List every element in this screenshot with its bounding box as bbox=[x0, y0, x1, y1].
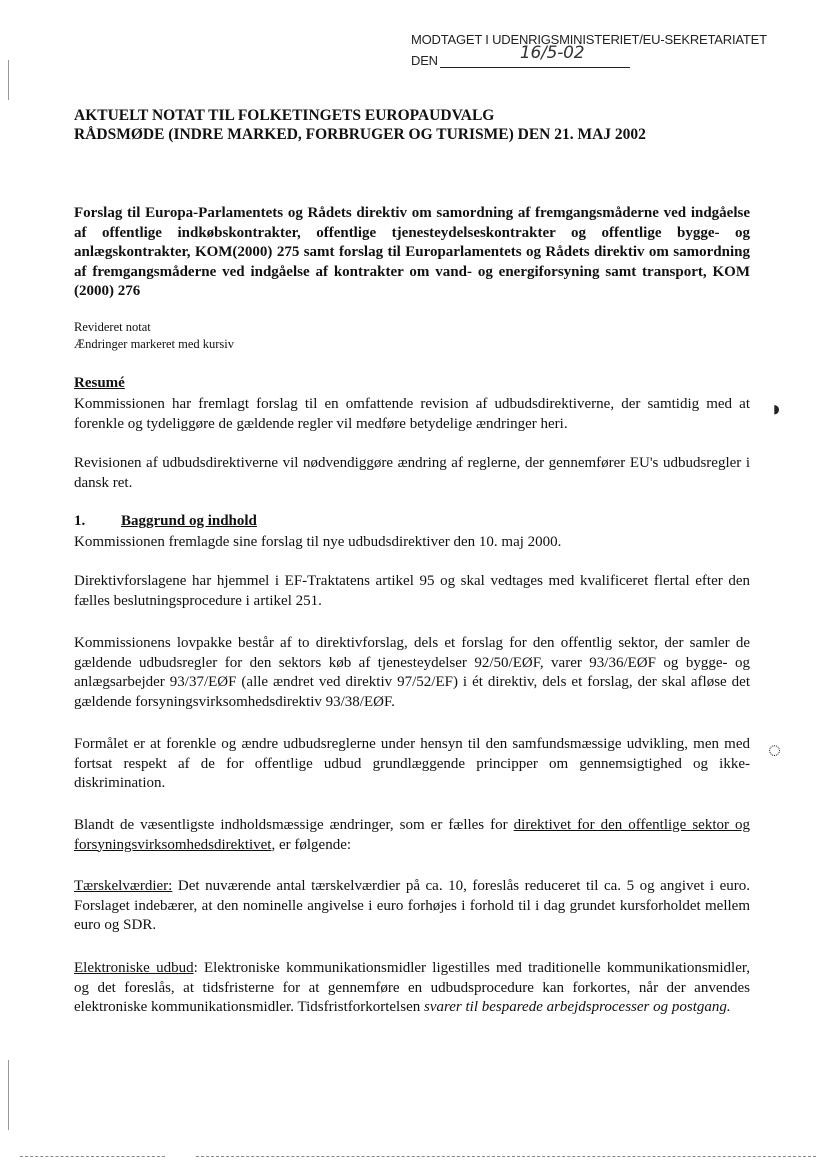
stamp-date-rule bbox=[440, 43, 630, 68]
threshold-label: Tærskelværdier: bbox=[74, 878, 173, 894]
p5-underlined-text: direktivet for den offentlige sektor og forsyningsvirksomhedsdirektivet bbox=[74, 817, 750, 853]
resume-paragraph-2: Revisionen af udbudsdirektiverne vil nødvendiggøre ændring af reglerne, der gennemfører EU's udbudsregler i dansk ret. bbox=[74, 455, 750, 491]
punch-hole-mark-2: ◌ bbox=[768, 737, 782, 762]
stamp-den-label: DEN bbox=[411, 53, 438, 68]
electronic-italic-text: svarer til besparede arbejdsprocesser og postgang. bbox=[423, 999, 731, 1015]
scan-margin-line-top bbox=[8, 60, 9, 100]
resume-title: Resumé bbox=[74, 375, 125, 391]
handwritten-date: 16/5-02 bbox=[519, 43, 585, 63]
electronic-text: : Elektroniske kommunikationsmidler ligestilles med traditionelle kommunikationsmidler, og det foreslås, at tidsfristerne for at gennemføre en udbudsprocedure kan forkortes, når der anvendes elektroniske kommunikationsmidler. Tidsfristforkortelsen bbox=[74, 960, 750, 1015]
section-1-paragraph-4: Formålet er at forenkle og ændre udbudsreglerne under hensyn til den samfundsmæssige udvikling, men med fortsat respekt af de for offentlige udbud grundlæggende principper om gennemsigtighed og ikke-diskrimination. bbox=[74, 736, 750, 791]
received-stamp bbox=[411, 32, 767, 68]
p5-text-before: Blandt de væsentligste indholdsmæssige ændringer, som er fælles for bbox=[74, 817, 514, 833]
stamp-line-date bbox=[411, 43, 767, 68]
revision-line-1: Revideret notat bbox=[74, 320, 151, 334]
section-1-paragraph-5 bbox=[74, 816, 750, 855]
section-1-paragraph-2: Direktivforslagene har hjemmel i EF-Traktatens artikel 95 og skal vedtages med kvalificeret flertal efter den fælles beslutningsprocedure i artikel 251. bbox=[74, 573, 750, 609]
section-1-paragraph-1: Kommissionen fremlagde sine forslag til nye udbudsdirektiver den 10. maj 2000. bbox=[74, 534, 562, 550]
section-1-paragraph-7 bbox=[74, 959, 750, 1018]
revision-line-2: Ændringer markeret med kursiv bbox=[74, 337, 235, 351]
electronic-label: Elektroniske udbud bbox=[74, 960, 194, 976]
proposal-title: Forslag til Europa-Parlamentets og Rådets direktiv om samordning af fremgangsmåderne ved indgåelse af offentlige indkøbskontrakter, offentlige tjenesteydelseskontrakter og offentlige bygge- og anlægskontrakter, KOM(2000) 275 samt forslag til Europarlamentets og Rådets direktiv om samordning af fremgangsmåderne ved indgåelse af kontrakter om vand- og energiforsyning samt transport, KOM (2000) 276 bbox=[74, 205, 750, 299]
section-1-paragraph-3: Kommissionens lovpakke består af to direktivforslag, dels et forslag for den offentlig sektor, der samler de gældende udbudsregler for den sektors køb af tjenesteydelser 92/50/EØF, varer 93/36/EØF og bygge- og anlægsarbejder 93/37/EØF (alle ændret ved direktiv 97/52/EF) i ét direktiv, dels et forslag, der skal afløse det gældende forsyningsvirksomhedsdirektiv 93/38/EØF. bbox=[74, 635, 750, 710]
threshold-text: Det nuværende antal tærskelværdier på ca. 10, foreslås reduceret til ca. 5 og angivet i euro. Forslaget indebærer, at den nominelle angivelse i euro forhøjes i forhold til i dag grundet kursforholdet mellem euro og SDR. bbox=[74, 878, 750, 933]
heading-line-1: AKTUELT NOTAT TIL FOLKETINGETS EUROPAUDVALG bbox=[74, 107, 495, 124]
heading-line-2: RÅDSMØDE (INDRE MARKED, FORBRUGER OG TURISME) DEN 21. MAJ 2002 bbox=[74, 126, 646, 143]
bottom-scan-rule-left bbox=[20, 1156, 165, 1157]
resume-paragraph-1: Kommissionen har fremlagt forslag til en omfattende revision af udbudsdirektiverne, der samtidig med at forenkle og tydeliggøre de gældende regler vil medføre betydelige ændringer heri. bbox=[74, 396, 750, 432]
section-1-paragraph-6 bbox=[74, 877, 750, 936]
bottom-scan-rule-right bbox=[196, 1156, 816, 1157]
section-1-number: 1. bbox=[74, 513, 86, 529]
p5-text-after: , er følgende: bbox=[271, 836, 352, 853]
stamp-line-received: MODTAGET I UDENRIGSMINISTERIET/EU-SEKRETARIATET bbox=[411, 32, 767, 47]
scan-margin-line-bottom bbox=[8, 1060, 9, 1130]
document-heading bbox=[74, 106, 774, 144]
revision-note bbox=[74, 319, 234, 353]
section-1-heading bbox=[74, 513, 257, 530]
punch-hole-mark-1: ◗ bbox=[770, 396, 784, 421]
section-1-title: Baggrund og indhold bbox=[121, 513, 257, 529]
